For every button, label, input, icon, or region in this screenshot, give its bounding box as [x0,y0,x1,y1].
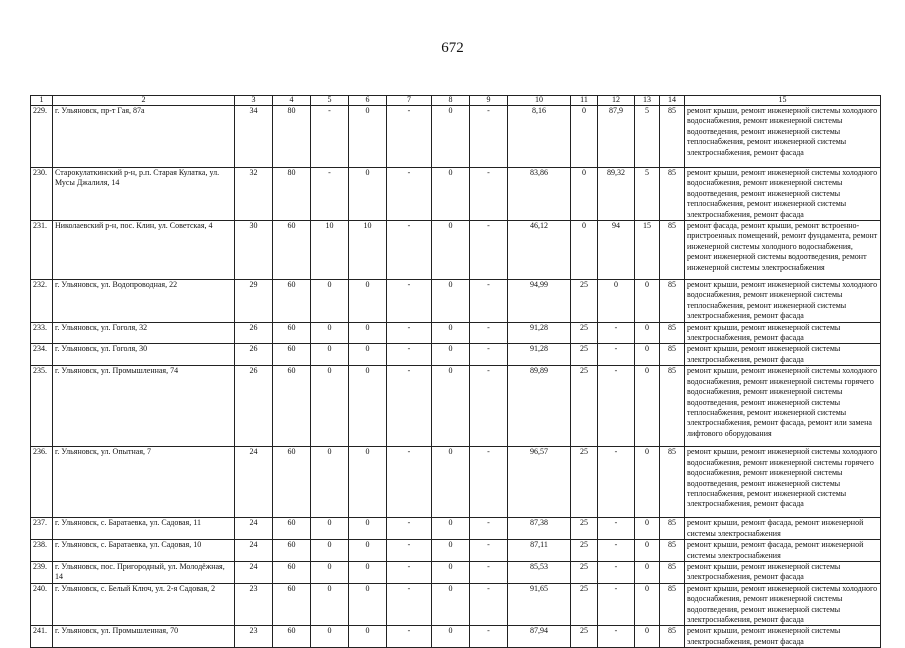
value-cell: 60 [273,561,311,583]
row-number: 238. [31,540,53,562]
value-cell: 85,53 [508,561,571,583]
value-cell: 26 [235,322,273,344]
column-number: 7 [387,96,432,106]
value-cell: 0 [635,344,660,366]
column-number-row [31,96,881,106]
repair-works-cell: ремонт крыши, ремонт фасада, ремонт инженерной системы электроснабжения [685,540,881,562]
value-cell: 0 [432,583,470,626]
value-cell: 0 [432,561,470,583]
repair-works-cell: ремонт крыши, ремонт инженерной системы холодного водоснабжения, ремонт инженерной системы водоотведения, ремонт инженерной системы электроснабжения, ремонт фасада [685,583,881,626]
value-cell: 85 [660,518,685,540]
value-cell: 0 [311,540,349,562]
value-cell: 15 [635,221,660,280]
value-cell: 0 [349,366,387,447]
value-cell: 23 [235,583,273,626]
table-row [31,583,881,626]
column-number: 10 [508,96,571,106]
value-cell: 0 [349,344,387,366]
value-cell: 24 [235,447,273,518]
value-cell: 85 [660,106,685,168]
address-cell: г. Ульяновск, ул. Гоголя, 32 [53,322,235,344]
value-cell: 0 [349,106,387,168]
value-cell: 25 [571,322,598,344]
value-cell: - [387,344,432,366]
value-cell: - [470,583,508,626]
value-cell: 0 [635,322,660,344]
address-cell: г. Ульяновск, ул. Промышленная, 70 [53,626,235,648]
value-cell: 0 [432,106,470,168]
value-cell: 0 [311,447,349,518]
column-number: 12 [598,96,635,106]
column-header [31,96,881,106]
value-cell: - [470,561,508,583]
value-cell: 85 [660,168,685,221]
value-cell: 0 [311,366,349,447]
value-cell: 0 [635,447,660,518]
value-cell: 24 [235,518,273,540]
value-cell: - [387,366,432,447]
value-cell: 91,65 [508,583,571,626]
value-cell: 0 [432,280,470,323]
value-cell: - [470,168,508,221]
value-cell: 23 [235,626,273,648]
value-cell: - [470,221,508,280]
value-cell: 60 [273,626,311,648]
address-cell: г. Ульяновск, ул. Промышленная, 74 [53,366,235,447]
value-cell: 25 [571,626,598,648]
value-cell: 60 [273,344,311,366]
column-number: 6 [349,96,387,106]
value-cell: 0 [311,518,349,540]
row-number: 234. [31,344,53,366]
value-cell: - [387,626,432,648]
row-number: 231. [31,221,53,280]
value-cell: 0 [311,626,349,648]
value-cell: 0 [311,322,349,344]
value-cell: - [387,168,432,221]
value-cell: 0 [571,168,598,221]
value-cell: - [311,168,349,221]
table-row [31,168,881,221]
address-cell: Николаевский р-н, пос. Клин, ул. Советская, 4 [53,221,235,280]
value-cell: 60 [273,583,311,626]
value-cell: 26 [235,366,273,447]
value-cell: 60 [273,447,311,518]
repair-works-cell: ремонт крыши, ремонт инженерной системы электроснабжения, ремонт фасада [685,561,881,583]
value-cell: 0 [571,106,598,168]
value-cell: 0 [349,518,387,540]
value-cell: - [470,322,508,344]
value-cell: 85 [660,322,685,344]
table-row [31,280,881,323]
value-cell: 0 [432,366,470,447]
value-cell: 0 [635,366,660,447]
repair-works-cell: ремонт крыши, ремонт инженерной системы холодного водоснабжения, ремонт инженерной системы водоотведения, ремонт инженерной системы теплоснабжения, ремонт инженерной системы электроснабжения, ремонт фасада [685,168,881,221]
table-row [31,518,881,540]
value-cell: - [470,366,508,447]
value-cell: - [470,447,508,518]
value-cell: 60 [273,366,311,447]
value-cell: - [387,221,432,280]
table-row [31,322,881,344]
address-cell: г. Ульяновск, пр-т Гая, 87а [53,106,235,168]
value-cell: 25 [571,518,598,540]
value-cell: 91,28 [508,344,571,366]
value-cell: 0 [432,626,470,648]
value-cell: 87,94 [508,626,571,648]
value-cell: 96,57 [508,447,571,518]
value-cell: - [387,561,432,583]
value-cell: 0 [432,221,470,280]
value-cell: 60 [273,322,311,344]
value-cell: 0 [635,626,660,648]
value-cell: 24 [235,540,273,562]
repair-works-cell: ремонт крыши, ремонт инженерной системы холодного водоснабжения, ремонт инженерной системы водоотведения, ремонт инженерной системы теплоснабжения, ремонт инженерной системы электроснабжения, ремонт фасада [685,106,881,168]
row-number: 236. [31,447,53,518]
value-cell: 0 [432,540,470,562]
value-cell: - [311,106,349,168]
value-cell: 25 [571,366,598,447]
table-row [31,540,881,562]
repair-works-cell: ремонт крыши, ремонт инженерной системы холодного водоснабжения, ремонт инженерной системы теплоснабжения, ремонт инженерной системы электроснабжения, ремонт фасада [685,280,881,323]
row-number: 235. [31,366,53,447]
column-number: 14 [660,96,685,106]
column-number: 2 [53,96,235,106]
value-cell: 32 [235,168,273,221]
row-number: 241. [31,626,53,648]
value-cell: 0 [598,280,635,323]
value-cell: 0 [349,168,387,221]
value-cell: 0 [349,561,387,583]
value-cell: 85 [660,366,685,447]
value-cell: - [470,518,508,540]
repair-works-cell: ремонт крыши, ремонт инженерной системы электроснабжения, ремонт фасада [685,322,881,344]
value-cell: 0 [311,583,349,626]
value-cell: 60 [273,540,311,562]
value-cell: 29 [235,280,273,323]
value-cell: 0 [432,344,470,366]
repair-register-table [30,95,881,648]
value-cell: 87,11 [508,540,571,562]
value-cell: 0 [311,561,349,583]
value-cell: 10 [311,221,349,280]
address-cell: г. Ульяновск, пос. Пригородный, ул. Молодёжная, 14 [53,561,235,583]
value-cell: 10 [349,221,387,280]
value-cell: 87,38 [508,518,571,540]
value-cell: 25 [571,280,598,323]
value-cell: 60 [273,221,311,280]
column-number: 13 [635,96,660,106]
value-cell: - [387,280,432,323]
address-cell: г. Ульяновск, ул. Гоголя, 30 [53,344,235,366]
value-cell: - [470,540,508,562]
value-cell: 34 [235,106,273,168]
value-cell: 85 [660,540,685,562]
repair-works-cell: ремонт крыши, ремонт инженерной системы холодного водоснабжения, ремонт инженерной системы горячего водоснабжения, ремонт инженерной системы водоотведения, ремонт инженерной системы теплоснабжения, ремонт инженерной системы электроснабжения, ремонт фасада [685,447,881,518]
value-cell: 85 [660,280,685,323]
row-number: 232. [31,280,53,323]
value-cell: 85 [660,221,685,280]
value-cell: - [387,106,432,168]
value-cell: - [598,583,635,626]
value-cell: 80 [273,106,311,168]
value-cell: 85 [660,626,685,648]
table-row [31,344,881,366]
value-cell: 85 [660,447,685,518]
value-cell: 25 [571,561,598,583]
value-cell: 25 [571,447,598,518]
value-cell: 0 [635,583,660,626]
value-cell: 94 [598,221,635,280]
repair-works-cell: ремонт крыши, ремонт инженерной системы электроснабжения, ремонт фасада [685,626,881,648]
table-row [31,366,881,447]
value-cell: 0 [635,518,660,540]
value-cell: 0 [432,518,470,540]
value-cell: 0 [349,280,387,323]
value-cell: 5 [635,168,660,221]
value-cell: 0 [349,447,387,518]
repair-works-cell: ремонт фасада, ремонт крыши, ремонт встроенно-пристроенных помещений, ремонт фундамента, ремонт инженерной системы холодного водоснабжения, ремонт инженерной системы водоотведения, ремонт инженерной системы электроснабжения [685,221,881,280]
row-number: 229. [31,106,53,168]
row-number: 233. [31,322,53,344]
value-cell: - [387,583,432,626]
value-cell: - [470,106,508,168]
row-number: 239. [31,561,53,583]
value-cell: - [387,322,432,344]
value-cell: 0 [635,561,660,583]
value-cell: 0 [432,447,470,518]
column-number: 11 [571,96,598,106]
repair-works-cell: ремонт крыши, ремонт инженерной системы электроснабжения, ремонт фасада [685,344,881,366]
repair-works-cell: ремонт крыши, ремонт инженерной системы холодного водоснабжения, ремонт инженерной системы горячего водоснабжения, ремонт инженерной системы водоотведения, ремонт инженерной системы теплоснабжения, ремонт инженерной системы электроснабжения, ремонт фасада, ремонт или замена лифтового оборудования [685,366,881,447]
column-number: 3 [235,96,273,106]
table-row [31,447,881,518]
row-number: 240. [31,583,53,626]
value-cell: - [470,344,508,366]
value-cell: 60 [273,518,311,540]
row-number: 237. [31,518,53,540]
value-cell: 94,99 [508,280,571,323]
value-cell: 60 [273,280,311,323]
value-cell: - [598,540,635,562]
value-cell: 30 [235,221,273,280]
value-cell: 0 [311,280,349,323]
value-cell: 0 [635,280,660,323]
value-cell: 85 [660,561,685,583]
value-cell: 89,89 [508,366,571,447]
value-cell: 0 [635,540,660,562]
value-cell: 26 [235,344,273,366]
table-row [31,626,881,648]
address-cell: Старокулаткинский р-н, р.п. Старая Кулатка, ул. Мусы Джалиля, 14 [53,168,235,221]
value-cell: - [387,540,432,562]
page-number: 672 [441,40,464,56]
address-cell: г. Ульяновск, с. Белый Ключ, ул. 2-я Садовая, 2 [53,583,235,626]
value-cell: 0 [349,322,387,344]
value-cell: - [598,344,635,366]
column-number: 15 [685,96,881,106]
value-cell: 24 [235,561,273,583]
value-cell: 89,32 [598,168,635,221]
value-cell: 46,12 [508,221,571,280]
value-cell: - [470,626,508,648]
value-cell: 8,16 [508,106,571,168]
table-row [31,106,881,168]
value-cell: - [598,518,635,540]
value-cell: 0 [349,583,387,626]
value-cell: - [598,366,635,447]
value-cell: 5 [635,106,660,168]
value-cell: 0 [311,344,349,366]
value-cell: - [598,626,635,648]
column-number: 4 [273,96,311,106]
value-cell: 0 [432,168,470,221]
column-number: 5 [311,96,349,106]
column-number: 8 [432,96,470,106]
address-cell: г. Ульяновск, ул. Водопроводная, 22 [53,280,235,323]
column-number: 1 [31,96,53,106]
value-cell: 0 [571,221,598,280]
table-body [31,106,881,648]
value-cell: 25 [571,540,598,562]
value-cell: 0 [349,626,387,648]
row-number: 230. [31,168,53,221]
value-cell: 25 [571,344,598,366]
table-row [31,561,881,583]
value-cell: 0 [349,540,387,562]
column-number: 9 [470,96,508,106]
repair-works-cell: ремонт крыши, ремонт фасада, ремонт инженерной системы электроснабжения [685,518,881,540]
address-cell: г. Ульяновск, с. Баратаевка, ул. Садовая, 11 [53,518,235,540]
value-cell: 85 [660,583,685,626]
table-row [31,221,881,280]
value-cell: - [598,322,635,344]
value-cell: - [598,447,635,518]
value-cell: 87,9 [598,106,635,168]
value-cell: - [470,280,508,323]
value-cell: - [387,518,432,540]
value-cell: 85 [660,344,685,366]
address-cell: г. Ульяновск, с. Баратаевка, ул. Садовая, 10 [53,540,235,562]
value-cell: 25 [571,583,598,626]
value-cell: 83,86 [508,168,571,221]
address-cell: г. Ульяновск, ул. Опытная, 7 [53,447,235,518]
value-cell: 0 [432,322,470,344]
value-cell: 80 [273,168,311,221]
value-cell: 91,28 [508,322,571,344]
value-cell: - [598,561,635,583]
value-cell: - [387,447,432,518]
